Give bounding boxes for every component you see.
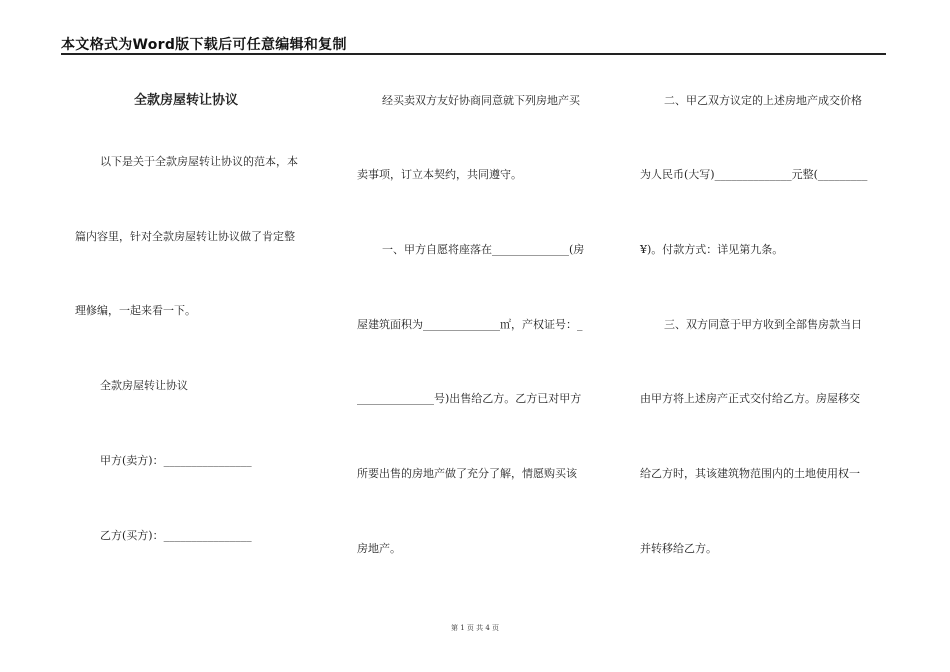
text-line: 由甲方将上述房产正式交付给乙方。房屋移交 (640, 392, 860, 405)
text-line: 房地产。 (357, 542, 401, 555)
document-title: 全款房屋转让协议 (134, 93, 239, 108)
text-line: 所要出售的房地产做了充分了解，情愿购买该 (357, 467, 577, 480)
document-header-banner: 本文格式为Word版下载后可任意编辑和复制 (61, 37, 347, 53)
text-line: 屋建筑面积为______________㎡，产权证号：_ (357, 318, 583, 331)
text-line: 卖事项，订立本契约，共同遵守。 (357, 168, 522, 181)
text-line: 并转移给乙方。 (640, 542, 717, 555)
text-line: 一、甲方自愿将座落在______________(房 (382, 243, 585, 256)
text-line: 经买卖双方友好协商同意就下列房地产买 (382, 94, 580, 107)
text-line: 二、甲乙双方议定的上述房地产成交价格 (664, 94, 862, 107)
text-line: 三、双方同意于甲方收到全部售房款当日 (664, 318, 862, 331)
text-line: 给乙方时，其该建筑物范围内的土地使用权一 (640, 467, 860, 480)
party-b-field: 乙方(买方)：________________ (100, 529, 252, 542)
text-line: 全款房屋转让协议 (100, 379, 188, 392)
text-line: ______________号)出售给乙方。乙方已对甲方 (357, 392, 582, 405)
header-rule (61, 53, 886, 55)
text-line: 篇内容里，针对全款房屋转让协议做了肯定整 (75, 230, 295, 243)
page-number: 第 1 页 共 4 页 (450, 624, 500, 632)
party-a-field: 甲方(卖方)：________________ (100, 454, 252, 467)
text-line: 为人民币(大写)______________元整(_________ (640, 168, 868, 181)
text-line: ¥)。付款方式：详见第九条。 (640, 243, 784, 256)
text-line: 理修编，一起来看一下。 (75, 304, 196, 317)
text-line: 以下是关于全款房屋转让协议的范本，本 (100, 155, 298, 168)
